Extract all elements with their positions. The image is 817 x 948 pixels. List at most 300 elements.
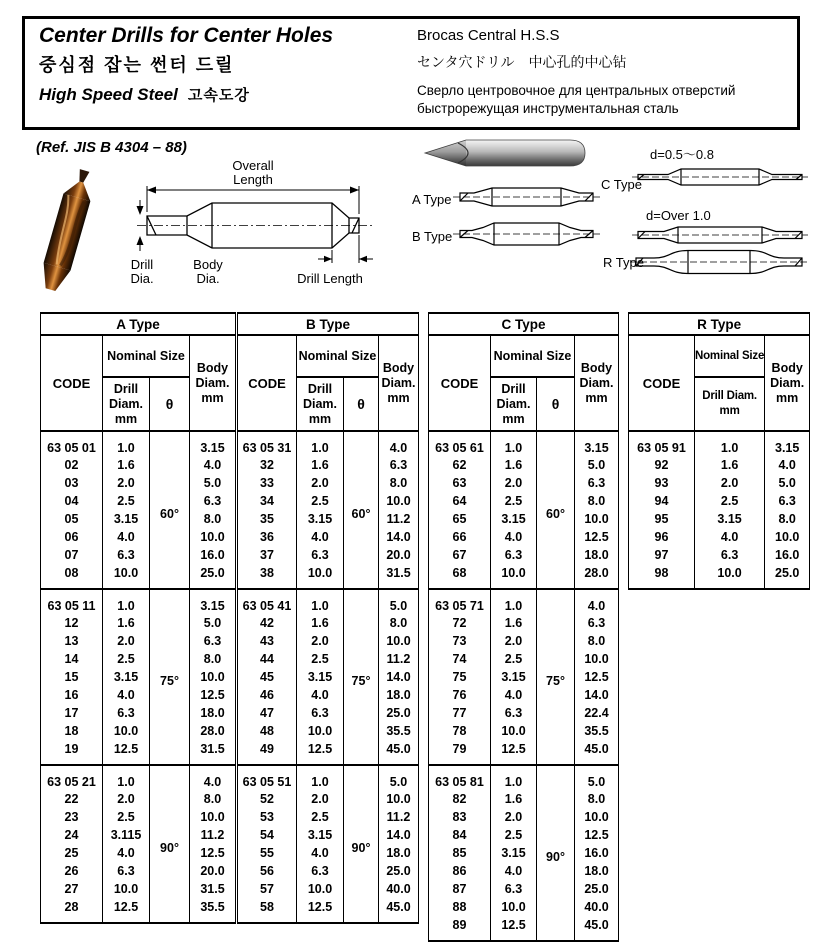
code-cell: 43 <box>238 632 297 650</box>
code-cell: 32 <box>238 456 297 474</box>
drill-diam-cell: 4.0 <box>297 844 344 862</box>
body-diam-cell: 12.5 <box>584 828 609 842</box>
drill-diam-cell: 1.6 <box>297 456 344 474</box>
code-cell: 87 <box>429 880 491 898</box>
body-diam-cell: 6.3 <box>203 494 222 508</box>
angle-block <box>429 431 619 589</box>
body-diam-cell: 8.0 <box>389 616 408 630</box>
body-diam-cell: 5.0 <box>587 774 606 789</box>
arrow-left <box>147 187 156 194</box>
body-diam-cell: 16.0 <box>584 846 609 860</box>
body-diam-cell: 45.0 <box>584 917 609 932</box>
drill-diam-cell: 10.0 <box>491 722 537 740</box>
drill-diam-cell: 2.5 <box>297 650 344 668</box>
table-row <box>429 431 619 456</box>
c-type-profile-large <box>632 227 808 243</box>
table-row <box>629 546 810 564</box>
drill-diam-cell: 6.3 <box>297 546 344 564</box>
table-row <box>429 650 619 668</box>
subtitle-en: High Speed Steel <box>39 84 178 104</box>
code-cell: 97 <box>629 546 695 564</box>
table-row <box>41 510 236 528</box>
drill-diam-cell: 10.0 <box>103 722 150 740</box>
drill-diam-cell: 1.6 <box>297 614 344 632</box>
body-diam-cell: 45.0 <box>386 741 411 756</box>
code-cell: 89 <box>429 916 491 941</box>
body-diam-cell: 5.0 <box>587 458 606 472</box>
table-row <box>429 614 619 632</box>
body-diam-cell: 6.3 <box>587 476 606 490</box>
table-row <box>429 510 619 528</box>
code-cell: 65 <box>429 510 491 528</box>
table-row <box>429 686 619 704</box>
body-diam-cell: 11.2 <box>386 810 411 824</box>
subtitle-korean: 고속도강 <box>187 86 250 104</box>
code-cell: 78 <box>429 722 491 740</box>
table-row <box>629 456 810 474</box>
table-row <box>238 862 419 880</box>
type-name-label: A Type <box>41 313 236 335</box>
code-header: CODE <box>41 335 103 431</box>
table-row <box>41 686 236 704</box>
code-cell: 75 <box>429 668 491 686</box>
table-row <box>41 650 236 668</box>
drill-diam-cell: 2.5 <box>103 808 150 826</box>
overall-length-dimension <box>147 186 359 214</box>
code-cell: 35 <box>238 510 297 528</box>
table-row <box>429 474 619 492</box>
code-cell: 13 <box>41 632 103 650</box>
header-left <box>39 24 333 104</box>
code-cell: 63 05 71 <box>429 589 491 614</box>
drill-diam-cell: 4.0 <box>297 528 344 546</box>
drill-diam-cell: 2.5 <box>103 492 150 510</box>
body-diam-cell: 8.0 <box>203 792 222 806</box>
drill-diam-cell: 1.0 <box>695 431 765 456</box>
table-row <box>238 686 419 704</box>
code-cell: 88 <box>429 898 491 916</box>
code-header: CODE <box>429 335 491 431</box>
drill-diam-cell: 2.0 <box>491 632 537 650</box>
drill-diam-cell: 6.3 <box>695 546 765 564</box>
drill-diam-cell: 10.0 <box>103 880 150 898</box>
table-row <box>41 826 236 844</box>
code-cell: 74 <box>429 650 491 668</box>
code-cell: 55 <box>238 844 297 862</box>
body-diam-cell: 10.0 <box>386 792 411 806</box>
page-title-korean: 중심점 잡는 썬터 드릴 <box>39 55 235 76</box>
code-cell: 63 05 31 <box>238 431 297 456</box>
drill-diam-cell: 10.0 <box>297 880 344 898</box>
r-type-label: R Type <box>603 255 644 270</box>
table-row <box>41 704 236 722</box>
drill-diam-cell: 4.0 <box>491 686 537 704</box>
body-diam-cell: 31.5 <box>200 882 225 896</box>
body-diam-cell: 6.3 <box>389 458 408 472</box>
table-row <box>429 632 619 650</box>
nominal-size-header: Nominal Size <box>695 335 765 377</box>
table-row <box>41 528 236 546</box>
code-cell: 63 05 11 <box>41 589 103 614</box>
body-diam-cell: 40.0 <box>584 900 609 914</box>
theta-header: θ <box>537 377 575 431</box>
drill-diam-cell: 3.15 <box>297 668 344 686</box>
theta-cell: 75° <box>537 589 575 765</box>
body-diam-cell: 18.0 <box>200 706 225 720</box>
b-type-label: B Type <box>412 229 453 244</box>
page-title: Center Drills for Center Holes <box>39 24 334 47</box>
type-diagrams <box>398 131 812 297</box>
angle-block <box>41 431 236 589</box>
body-diam-header: Body Diam. mm <box>195 360 230 405</box>
theta-cell: 90° <box>344 765 379 923</box>
angle-block <box>238 431 419 589</box>
overall-length-label-2: Length <box>233 172 273 187</box>
theta-cell: 90° <box>537 765 575 941</box>
table-row <box>41 898 236 923</box>
drill-diam-cell: 3.15 <box>297 510 344 528</box>
body-diam-cell: 6.3 <box>587 616 606 630</box>
code-cell: 63 <box>429 474 491 492</box>
table-row <box>41 790 236 808</box>
body-diam-cell: 31.5 <box>200 741 225 756</box>
drill-diam-cell: 3.15 <box>103 510 150 528</box>
body-diam-cell: 5.0 <box>203 616 222 630</box>
body-diam-cell: 14.0 <box>386 828 411 842</box>
code-cell: 63 05 81 <box>429 765 491 790</box>
code-header: CODE <box>629 335 695 431</box>
angle-block <box>41 765 236 923</box>
table-row <box>41 589 236 614</box>
code-cell: 27 <box>41 880 103 898</box>
title-spanish: Brocas Central H.S.S <box>417 27 560 44</box>
table-row <box>238 722 419 740</box>
drill-diam-cell: 1.0 <box>103 589 150 614</box>
body-diam-cell: 4.0 <box>203 458 222 472</box>
drill-diam-cell: 1.0 <box>491 589 537 614</box>
body-diam-cell: 12.5 <box>200 846 225 860</box>
body-diam-cell: 22.4 <box>584 706 609 720</box>
body-diam-cell: 14.0 <box>386 670 411 684</box>
table-row <box>429 589 619 614</box>
a-type-profile <box>453 188 600 206</box>
code-cell: 07 <box>41 546 103 564</box>
code-cell: 23 <box>41 808 103 826</box>
body-diam-cell: 18.0 <box>584 548 609 562</box>
drill-diam-cell: 2.5 <box>491 826 537 844</box>
table-row <box>41 431 236 456</box>
table-row <box>41 880 236 898</box>
drill-diam-cell: 2.5 <box>491 492 537 510</box>
code-cell: 48 <box>238 722 297 740</box>
table-row <box>429 808 619 826</box>
body-diam-cell: 10.0 <box>200 530 225 544</box>
table-row <box>41 668 236 686</box>
drill-diam-cell: 4.0 <box>491 528 537 546</box>
drill-diam-cell: 10.0 <box>695 564 765 589</box>
code-cell: 53 <box>238 808 297 826</box>
drill-diam-cell: 2.5 <box>491 650 537 668</box>
body-diam-cell: 10.0 <box>386 634 411 648</box>
code-cell: 28 <box>41 898 103 923</box>
table-row <box>238 808 419 826</box>
body-diam-cell: 11.2 <box>386 652 411 666</box>
table-row <box>429 564 619 589</box>
drill-render <box>425 140 585 166</box>
body-diam-cell: 8.0 <box>389 476 408 490</box>
code-cell: 86 <box>429 862 491 880</box>
table-row <box>429 722 619 740</box>
body-diam-cell: 25.0 <box>775 565 800 580</box>
drill-diam-cell: 6.3 <box>297 862 344 880</box>
drill-diam-cell: 2.0 <box>695 474 765 492</box>
table-row <box>429 898 619 916</box>
theta-cell: 60° <box>537 431 575 589</box>
drill-diam-cell: 2.0 <box>103 632 150 650</box>
drill-diam-cell: 12.5 <box>103 898 150 923</box>
code-header: CODE <box>238 335 297 431</box>
drill-diam-cell: 4.0 <box>103 528 150 546</box>
code-cell: 77 <box>429 704 491 722</box>
c-type-label: C Type <box>601 177 642 192</box>
drill-diam-header: Drill Diam. mm <box>695 377 765 431</box>
drill-diam-cell: 6.3 <box>491 880 537 898</box>
body-diam-header: Body Diam. mm <box>579 360 614 405</box>
header-box <box>22 16 800 130</box>
body-diam-cell: 16.0 <box>775 548 800 562</box>
drill-diam-cell: 6.3 <box>103 862 150 880</box>
table-row <box>238 431 419 456</box>
table-row <box>429 862 619 880</box>
drill-diam-cell: 2.5 <box>297 808 344 826</box>
angle-block <box>429 765 619 941</box>
table-row <box>238 668 419 686</box>
drill-diam-cell: 1.0 <box>103 431 150 456</box>
table-row <box>238 589 419 614</box>
code-cell: 45 <box>238 668 297 686</box>
angle-block <box>238 765 419 923</box>
drill-diam-cell: 1.0 <box>297 589 344 614</box>
drill-diam-cell: 6.3 <box>491 546 537 564</box>
table-row <box>238 456 419 474</box>
drill-dia-label-2: Dia. <box>130 271 154 286</box>
table-row <box>238 898 419 923</box>
code-cell: 06 <box>41 528 103 546</box>
body-diam-cell: 8.0 <box>778 512 796 526</box>
table-row <box>629 564 810 589</box>
body-diam-cell: 28.0 <box>200 724 225 738</box>
table-row <box>238 614 419 632</box>
code-cell: 05 <box>41 510 103 528</box>
table-row <box>429 880 619 898</box>
code-cell: 63 05 41 <box>238 589 297 614</box>
body-diam-cell: 28.0 <box>584 565 609 580</box>
drill-diam-cell: 1.0 <box>491 765 537 790</box>
angle-block <box>238 589 419 765</box>
code-cell: 93 <box>629 474 695 492</box>
drill-diam-cell: 3.15 <box>297 826 344 844</box>
code-cell: 24 <box>41 826 103 844</box>
body-diam-cell: 10.0 <box>386 494 411 508</box>
code-cell: 52 <box>238 790 297 808</box>
body-diam-cell: 4.0 <box>778 458 796 472</box>
dimension-drawing <box>112 156 404 306</box>
body-diam-cell: 3.15 <box>584 440 609 455</box>
table-row <box>41 492 236 510</box>
code-cell: 79 <box>429 740 491 765</box>
code-cell: 66 <box>429 528 491 546</box>
body-diam-cell: 8.0 <box>587 494 606 508</box>
angle-block <box>629 431 810 589</box>
body-diam-cell: 12.5 <box>584 670 609 684</box>
angle-block <box>41 589 236 765</box>
nominal-size-header: Nominal Size <box>103 335 190 377</box>
table-row <box>629 474 810 492</box>
code-cell: 37 <box>238 546 297 564</box>
body-diam-cell: 6.3 <box>203 634 222 648</box>
code-cell: 34 <box>238 492 297 510</box>
code-cell: 22 <box>41 790 103 808</box>
table-group-c <box>428 312 619 942</box>
drill-diam-cell: 4.0 <box>491 862 537 880</box>
arrow-dl-right <box>359 256 367 262</box>
spec-table-b-type <box>237 312 419 924</box>
table-row <box>238 528 419 546</box>
code-cell: 63 05 21 <box>41 765 103 790</box>
drill-diam-cell: 10.0 <box>297 722 344 740</box>
body-diam-cell: 11.2 <box>200 828 225 842</box>
table-row <box>41 765 236 790</box>
drill-diam-cell: 3.15 <box>103 668 150 686</box>
type-name-label: B Type <box>238 313 419 335</box>
arrow-right <box>350 187 359 194</box>
drill-diam-cell: 2.0 <box>491 808 537 826</box>
theta-cell: 60° <box>344 431 379 589</box>
body-diam-cell: 12.5 <box>200 688 225 702</box>
nominal-size-header: Nominal Size <box>491 335 575 377</box>
table-group-b <box>237 312 419 924</box>
drill-bit-shape <box>37 167 98 294</box>
code-cell: 19 <box>41 740 103 765</box>
code-cell: 15 <box>41 668 103 686</box>
code-cell: 62 <box>429 456 491 474</box>
drill-diam-cell: 4.0 <box>695 528 765 546</box>
body-diam-cell: 25.0 <box>386 864 411 878</box>
table-row <box>41 740 236 765</box>
body-diam-header: Body Diam. mm <box>381 360 416 405</box>
body-diam-cell: 10.0 <box>584 512 609 526</box>
table-row <box>238 765 419 790</box>
body-diam-cell: 10.0 <box>584 652 609 666</box>
table-row <box>429 844 619 862</box>
code-cell: 02 <box>41 456 103 474</box>
drill-diam-cell: 1.6 <box>491 614 537 632</box>
body-diam-cell: 35.5 <box>386 724 411 738</box>
body-diam-cell: 11.2 <box>386 512 411 526</box>
body-diam-cell: 20.0 <box>200 864 225 878</box>
code-cell: 98 <box>629 564 695 589</box>
body-diam-cell: 8.0 <box>587 792 606 806</box>
table-row <box>41 564 236 589</box>
drill-photo <box>20 164 115 300</box>
body-diam-cell: 10.0 <box>200 670 225 684</box>
arrow-dl-left <box>324 256 332 262</box>
b-type-profile <box>453 223 600 245</box>
drill-diam-cell: 2.0 <box>297 474 344 492</box>
code-cell: 47 <box>238 704 297 722</box>
drill-diam-cell: 3.15 <box>491 668 537 686</box>
drill-diam-cell: 3.15 <box>695 510 765 528</box>
drill-diam-cell: 10.0 <box>491 898 537 916</box>
table-row <box>238 790 419 808</box>
body-diam-cell: 5.0 <box>203 476 222 490</box>
body-diam-cell: 3.15 <box>200 440 225 455</box>
table-row <box>41 862 236 880</box>
body-diam-cell: 16.0 <box>200 548 225 562</box>
body-diam-cell: 35.5 <box>584 724 609 738</box>
code-cell: 16 <box>41 686 103 704</box>
body-dia-label-2: Dia. <box>196 271 220 286</box>
drill-diam-cell: 1.6 <box>695 456 765 474</box>
body-diam-cell: 5.0 <box>778 476 796 490</box>
code-cell: 25 <box>41 844 103 862</box>
drill-diam-cell: 12.5 <box>297 898 344 923</box>
body-diam-cell: 20.0 <box>386 548 411 562</box>
table-row <box>429 492 619 510</box>
nominal-size-header: Nominal Size <box>297 335 379 377</box>
spec-table-a-type <box>40 312 236 924</box>
code-cell: 18 <box>41 722 103 740</box>
body-diam-cell: 4.0 <box>389 440 408 455</box>
body-diam-cell: 8.0 <box>203 652 222 666</box>
table-row <box>629 492 810 510</box>
code-cell: 17 <box>41 704 103 722</box>
code-cell: 76 <box>429 686 491 704</box>
drill-diam-cell: 2.0 <box>103 790 150 808</box>
drill-diam-cell: 6.3 <box>103 546 150 564</box>
drill-diam-cell: 1.0 <box>297 431 344 456</box>
drill-diam-cell: 6.3 <box>297 704 344 722</box>
drill-diam-cell: 12.5 <box>297 740 344 765</box>
table-row <box>41 456 236 474</box>
drill-diam-cell: 1.6 <box>103 614 150 632</box>
drill-diam-cell: 4.0 <box>297 686 344 704</box>
table-row <box>41 546 236 564</box>
code-cell: 63 05 01 <box>41 431 103 456</box>
body-diam-cell: 40.0 <box>386 882 411 896</box>
drill-diam-cell: 12.5 <box>103 740 150 765</box>
table-group-a <box>40 312 236 924</box>
table-row <box>238 632 419 650</box>
table-row <box>41 808 236 826</box>
type-name-label: C Type <box>429 313 619 335</box>
table-row <box>238 704 419 722</box>
code-cell: 12 <box>41 614 103 632</box>
body-diam-cell: 18.0 <box>584 864 609 878</box>
theta-header: θ <box>150 377 190 431</box>
body-diam-cell: 25.0 <box>584 882 609 896</box>
drill-diam-cell: 2.0 <box>297 790 344 808</box>
table-row <box>41 722 236 740</box>
drill-diam-cell: 10.0 <box>491 564 537 589</box>
code-cell: 46 <box>238 686 297 704</box>
table-row <box>429 790 619 808</box>
drill-diam-cell: 1.0 <box>103 765 150 790</box>
drill-diam-cell: 10.0 <box>103 564 150 589</box>
table-group-r <box>628 312 810 590</box>
table-row <box>41 474 236 492</box>
d-small-label: d=0.5～0.8 <box>650 147 714 162</box>
